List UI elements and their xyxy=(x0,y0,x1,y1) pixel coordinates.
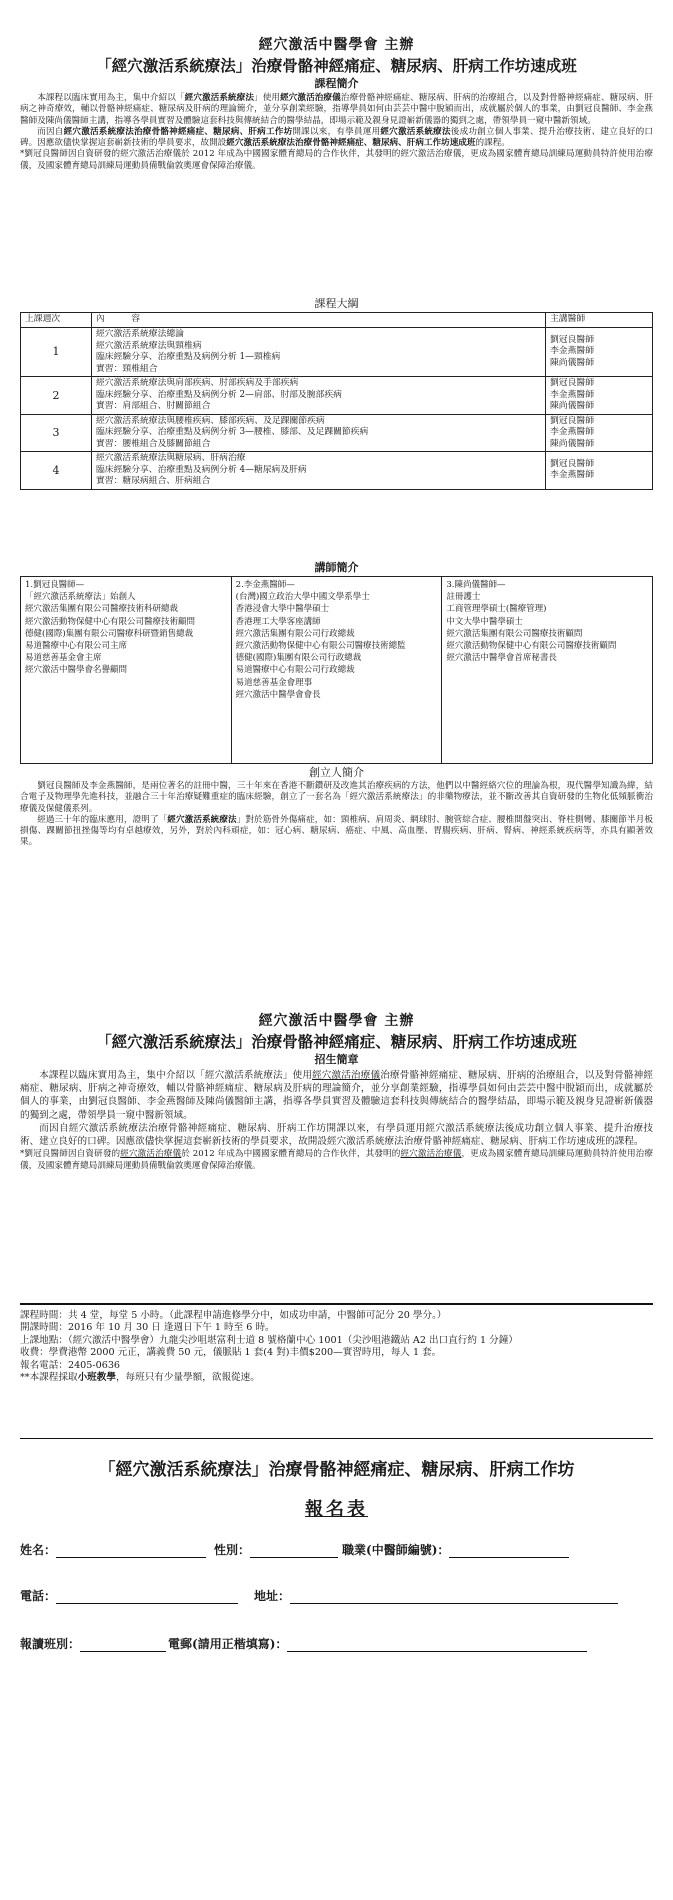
outline-content-line: 經穴激活系統療法與肩部疾病、肘部疾病及手部疾病 xyxy=(96,378,299,388)
teacher-credential: 經穴激活中醫學會首席秘書長 xyxy=(446,653,557,664)
detail-location: 上課地點：（經穴激活中醫學會）九龍尖沙咀堪富利士道 8 號格蘭中心 1001（尖沙咀港鐵站 A2 出口直行約 1 分鐘） xyxy=(20,1334,518,1346)
recruit-p1-b: 經穴激活治療儀 xyxy=(312,1070,381,1081)
outline-content xyxy=(92,414,546,452)
separator-line-2 xyxy=(20,1438,653,1439)
intro-p2-e: 後成功創立個人事業、提升治療技術、建立良好的口碑。因應欲儘快掌握這套嶄新技術的學員要求，故開設 xyxy=(20,126,653,149)
teacher-credential: 香港浸會大學中醫學碩士 xyxy=(235,604,330,615)
detail-fee: 收費：學費港幣 2000 元正，講義費 50 元，儀脈貼 1 套(4 對)丰價$200—實習時用，每人 1 套。 xyxy=(20,1347,442,1359)
teacher-name: 3.陳尚儀醫師— xyxy=(446,580,506,590)
recruit-note-d: 經穴激活治療儀 xyxy=(400,1149,462,1160)
course-title-2: 「經穴激活系統療法」治療骨骼神經痛症、糖尿病、肝病工作坊速成班 xyxy=(96,1032,577,1051)
intro-p1-b: 經穴激活系統療法 xyxy=(184,93,255,103)
outline-heading: 課程大綱 xyxy=(314,297,359,310)
teacher-credential: 經穴激活動物保健中心有限公司醫療技術顧問 xyxy=(25,616,196,627)
outline-week: 2 xyxy=(21,377,92,415)
outline-content-line: 實習：肩部組合、肘關節組合 xyxy=(96,401,211,411)
outline-content xyxy=(92,377,546,415)
outline-heading-wrap xyxy=(20,296,653,311)
outline-week: 1 xyxy=(21,328,92,377)
teacher-credential: 德健(國際)集團有限公司醫療科研暨銷售總裁 xyxy=(25,628,194,639)
recruit-note-b: 經穴激活治療儀 xyxy=(120,1149,182,1160)
intro-p2-d: 經穴激活系統療法 xyxy=(380,126,451,137)
intro-p1-a: 本課程以臨床實用為主，集中介紹以「 xyxy=(37,93,185,103)
intro-p2-f: 經穴激活系統療法治療骨骼神經痛症、糖尿病、肝病工作坊速成班 xyxy=(226,138,476,149)
teacher-credential: 經穴激活中醫學會名譽顧問 xyxy=(25,665,128,676)
detail-note-c: ，每班只有少量學額，欲報從速。 xyxy=(115,1372,260,1384)
intro-paragraph-2 xyxy=(20,127,653,150)
class-label: 報讀班別： xyxy=(20,1637,81,1651)
outline-head-week: 上課週次 xyxy=(21,313,92,328)
job-label: 職業(中醫師編號)： xyxy=(342,1543,450,1557)
detail-note xyxy=(20,1372,653,1384)
teacher-credential: 經穴激活集團有限公司行政總裁 xyxy=(235,628,355,639)
outline-teacher-name: 李金燕醫師 xyxy=(550,389,594,400)
form-row-3 xyxy=(20,1632,653,1652)
outline-content-line: 經穴激活系統療法與糖尿病、肝病治療 xyxy=(96,453,246,463)
teacher-credential: 易道慈善基金會理事 xyxy=(235,677,313,688)
job-field[interactable] xyxy=(449,1543,569,1558)
outline-content-line: 臨床經驗分享、治療重點及病例分析 2—肩部、肘部及腕部疾病 xyxy=(96,389,342,400)
outline-row xyxy=(21,414,653,452)
founder-p2-b: 經穴激活系統療法 xyxy=(167,814,237,825)
teacher-credential: 經穴激活集團有限公司醫療技術科研總裁 xyxy=(25,604,179,615)
form-row-2 xyxy=(20,1584,653,1604)
outline-teacher-name: 劉冠良醫師 xyxy=(550,458,594,469)
recruit-section xyxy=(20,1069,653,1172)
recruit-paragraph-2: 而因自經穴激活系統療法治療骨骼神經痛症、糖尿病、肝病工作坊開課以來，有學員運用經穴激活系統療法後成功創立個人事業、提升治療技術、建立良好的口碑。因應欲儘快掌握這套嶄新技術的學員要求，故開設經穴激活系統療法治療骨骼神經痛症、糖尿病、肝病工作坊速成班的課程。 xyxy=(20,1122,653,1148)
intro-p1-d: 經穴激活治療儀 xyxy=(280,93,341,103)
outline-teacher-name: 劉冠良醫師 xyxy=(550,334,594,345)
outline-content-line: 經穴激活系統療法總論 xyxy=(96,329,184,339)
outline-teacher-name: 李金燕醫師 xyxy=(550,427,594,437)
outline-teachers xyxy=(546,328,653,377)
intro-p2-c: 開課以來，有學員運用 xyxy=(292,126,381,137)
detail-note-a: **本課程採取 xyxy=(20,1372,78,1384)
name-field[interactable] xyxy=(56,1543,206,1558)
founder-section xyxy=(20,781,653,849)
teacher-credential: 經穴激活動物保健中心有限公司醫療技術顧問 xyxy=(446,641,617,652)
outline-row xyxy=(21,377,653,415)
teacher-name: 2.李金燕醫師— xyxy=(235,580,295,590)
outline-header-row xyxy=(21,313,653,328)
outline-teacher-name: 劉冠良醫師 xyxy=(550,415,594,426)
teachers-heading-wrap xyxy=(20,560,653,575)
intro-p2-a: 而因自 xyxy=(37,126,64,137)
outline-content-line: 臨床經驗分享、治療重點及病例分析 3—腰椎、膝部、及足踝關節疾病 xyxy=(96,427,369,437)
intro-paragraph-1 xyxy=(20,93,653,127)
outline-content-line: 經穴激活系統療法與頸椎病 xyxy=(96,340,202,351)
founder-p2-c: 」對於筋骨外傷痛症，如：頸椎病、肩周炎、網球肘、腕管綜合症、腰椎間盤突出、脊柱側彎、膝關節半月板損傷、踝關節扭挫傷等均有卓越療效，另外，對於內科頑症，如：冠心病、糖尿病、癌症、中風、高血壓、胃腸疾病、肝病、腎病、神經系統疾病等，亦具有顯著效果。 xyxy=(20,814,653,848)
recruit-note xyxy=(20,1148,653,1172)
intro-section xyxy=(20,93,653,172)
email-label: 電郵(請用正楷填寫)： xyxy=(168,1637,288,1651)
outline-teachers xyxy=(546,414,653,452)
recruit-header xyxy=(20,1012,653,1067)
teachers-heading: 講師簡介 xyxy=(314,561,359,574)
intro-p1-e: 治療骨骼神經痛症、糖尿病、肝病的治療組合，以及對骨骼神經痛症、糖尿病、肝病之神奇療效，輔以骨骼神經痛症、糖尿病及肝病的理論簡介，並分享創業經驗，指導學員如何由芸芸中醫中脫穎而出，成就屬於個人的事業，由劉冠良醫師、李金燕醫師及陳尚儀醫師主講，指導各學員實習及體驗這套科技與傳統結合的醫學結晶，即場示範及親身見證嶄新儀器的獨到之處，帶領學員一窺中醫新領域。 xyxy=(20,93,653,126)
tel-field[interactable] xyxy=(56,1589,238,1604)
intro-note: *劉冠良醫師因自資研發的經穴激活治療儀於 2012 年成為中國國家體育總局的合作伙伴，其發明的經穴激活治療儀，更成為國家體育總局訓練局運動員特許使用治療儀，及國家體育總局訓練局運動員備戰倫敦奧運會保障治療儀。 xyxy=(20,149,653,171)
teacher-credential: 經穴激活集團有限公司醫療技術顧問 xyxy=(446,628,583,639)
form-heading: 報名表 xyxy=(305,1499,368,1520)
intro-p2-b: 經穴激活系統療法治療骨骼神經痛症、糖尿病、肝病工作坊 xyxy=(63,126,293,137)
outline-teacher-name: 劉冠良醫師 xyxy=(550,378,594,388)
form-title-wrap xyxy=(20,1455,653,1480)
name-label: 姓名： xyxy=(20,1543,57,1557)
detail-start: 開課時間：2016 年 10 月 30 日 逢週日下午 1 時至 6 時。 xyxy=(20,1322,275,1334)
teacher-credential: 工商管理學碩士(醫療管理) xyxy=(446,604,547,615)
founder-heading: 創立人簡介 xyxy=(309,766,364,779)
outline-week: 4 xyxy=(21,452,92,490)
recruit-heading: 招生簡章 xyxy=(314,1053,359,1066)
detail-phone: 報名電話：2405-0636 xyxy=(20,1359,121,1371)
recruit-note-a: *劉冠良醫師因自資研發的 xyxy=(20,1149,121,1160)
teacher-credential: 易道慈善基金會主席 xyxy=(25,653,102,664)
teachers-grid xyxy=(20,576,653,764)
recruit-note-e: ，更成為國家體育總局訓練局運動員特許使用治療儀，及國家體育總局訓練局運動員備戰倫敦奧運會保障治療儀。 xyxy=(20,1149,653,1172)
email-field[interactable] xyxy=(287,1637,587,1652)
gender-label: 性別： xyxy=(214,1543,251,1557)
outline-teacher-name: 陳尚儀醫師 xyxy=(550,438,594,449)
intro-heading: 課程簡介 xyxy=(314,77,359,90)
outline-week: 3 xyxy=(21,414,92,452)
recruit-paragraph-1 xyxy=(20,1069,653,1122)
separator-line-1 xyxy=(20,1303,653,1305)
intro-p1-c: 」使用 xyxy=(254,93,281,103)
outline-teachers xyxy=(546,452,653,490)
address-label: 地址： xyxy=(254,1589,291,1603)
gender-field[interactable] xyxy=(250,1543,338,1558)
outline-teacher-name: 陳尚儀醫師 xyxy=(550,357,594,368)
teacher-credential: 中文大學中醫學碩士 xyxy=(446,616,523,627)
top-header xyxy=(20,36,653,91)
outline-head-content: 內 容 xyxy=(92,313,546,328)
outline-content-line: 實習：頸椎組合 xyxy=(96,363,158,374)
teacher-credential: 註冊護士 xyxy=(446,592,481,603)
outline-row xyxy=(21,452,653,490)
course-details xyxy=(20,1310,653,1384)
teachers-section xyxy=(20,576,653,764)
founder-p2-a: 經過三十年的臨床應用，證明了「 xyxy=(37,814,168,825)
form-heading-wrap xyxy=(20,1495,653,1521)
outline-teachers xyxy=(546,377,653,415)
outline-teacher-name: 陳尚儀醫師 xyxy=(550,401,594,411)
form-title: 「經穴激活系統療法」治療骨骼神經痛症、糖尿病、肝病工作坊 xyxy=(98,1460,575,1480)
teacher-credential: 易道醫療中心有限公司主席 xyxy=(25,641,128,652)
address-field[interactable] xyxy=(290,1589,618,1604)
detail-note-b: 小班教學 xyxy=(77,1372,116,1384)
class-field[interactable] xyxy=(80,1637,166,1652)
outline-head-teacher: 主講醫師 xyxy=(546,313,653,328)
intro-p2-g: 的課程。 xyxy=(475,138,510,149)
teacher-column xyxy=(231,577,442,763)
outline-content xyxy=(92,452,546,490)
teacher-credential: 德健(國際)集團有限公司行政總裁 xyxy=(235,653,362,664)
outline-table xyxy=(20,312,653,490)
detail-time: 課程時間：共 4 堂，每堂 5 小時。（此課程申請進修學分中，如成功申請，中醫師可記分 20 學分。） xyxy=(20,1310,447,1321)
outline-teacher-name: 李金燕醫師 xyxy=(550,470,594,481)
form-row-1 xyxy=(20,1538,653,1558)
outline-body xyxy=(21,328,653,490)
teacher-credential: (台灣)國立政治大學中國文學系學士 xyxy=(235,592,370,603)
teacher-credential: 「經穴激活系統療法」始創人 xyxy=(25,592,136,603)
outline-content-line: 臨床經驗分享、治療重點及病例分析 4—糖尿病及肝病 xyxy=(96,464,307,475)
outline-section xyxy=(20,312,653,490)
recruit-p1-a: 本課程以臨床實用為主，集中介紹以「經穴激活系統療法」使用 xyxy=(39,1070,313,1081)
founder-paragraph-2 xyxy=(20,815,653,849)
teacher-credential: 易道醫療中心有限公司行政總裁 xyxy=(235,665,355,676)
teacher-credential: 經穴激活動物保健中心有限公司醫療技術總監 xyxy=(235,641,406,652)
teacher-credential: 香港理工大學客座講師 xyxy=(235,616,321,627)
outline-content xyxy=(92,328,546,377)
organizer-2: 經穴激活中醫學會 主辦 xyxy=(258,1013,415,1029)
tel-label: 電話： xyxy=(20,1589,57,1603)
organizer: 經穴激活中醫學會 主辦 xyxy=(258,37,415,53)
outline-teacher-name: 李金燕醫師 xyxy=(550,346,594,357)
teacher-credential: 經穴激活中醫學會會長 xyxy=(235,689,321,700)
teacher-column xyxy=(441,577,652,763)
course-title: 「經穴激活系統療法」治療骨骼神經痛症、糖尿病、肝病工作坊速成班 xyxy=(96,56,577,75)
outline-content-line: 實習：腰椎組合及膝關節組合 xyxy=(96,438,211,449)
teacher-column xyxy=(21,577,231,763)
outline-row xyxy=(21,328,653,377)
recruit-note-c: 於 2012 年成為中國國家體育總局的合作伙伴，其發明的 xyxy=(181,1149,401,1160)
founder-paragraph-1: 劉冠良醫師及李金燕醫師，是兩位著名的註冊中醫，三十年來在香港不斷鑽研及改進其治療疾病的方法，他們以中醫經絡穴位的理論為根，現代醫學知識為緯，結合電子及物理學先進科技，並融合三十年治療疑難重症的臨床經驗，創立了一套名為「經穴激活系統療法」的非藥物療法，並不斷改善其自資研發的生物化低頻脈衝治療儀及保健儀系列。 xyxy=(20,781,653,814)
outline-content-line: 實習：糖尿病組合、肝病組合 xyxy=(96,476,211,486)
outline-content-line: 經穴激活系統療法與腰椎疾病、膝部疾病、及足踝關節疾病 xyxy=(96,415,325,426)
recruit-p1-c: 治療骨骼神經痛症、糖尿病、肝病的治療組合，以及對骨骼神經痛症、糖尿病、肝病之神奇療效，輔以骨骼神經痛症、糖尿病及肝病的理論簡介，並分享創業經驗，指導學員如何由芸芸中醫中脫穎而出，成就屬於個人的事業，由劉冠良醫師、李金燕醫師及陳尚儀醫師主講，指導各學員實習及體驗這套科技與傳統結合的醫學結晶，即場示範及親身見證嶄新儀器的獨到之處，帶領學員一窺中醫新領域。 xyxy=(20,1070,654,1121)
teacher-name: 1.劉冠良醫師— xyxy=(25,580,85,590)
founder-heading-wrap xyxy=(20,765,653,780)
outline-content-line: 臨床經驗分享、治療重點及病例分析 1—頸椎病 xyxy=(96,352,281,362)
